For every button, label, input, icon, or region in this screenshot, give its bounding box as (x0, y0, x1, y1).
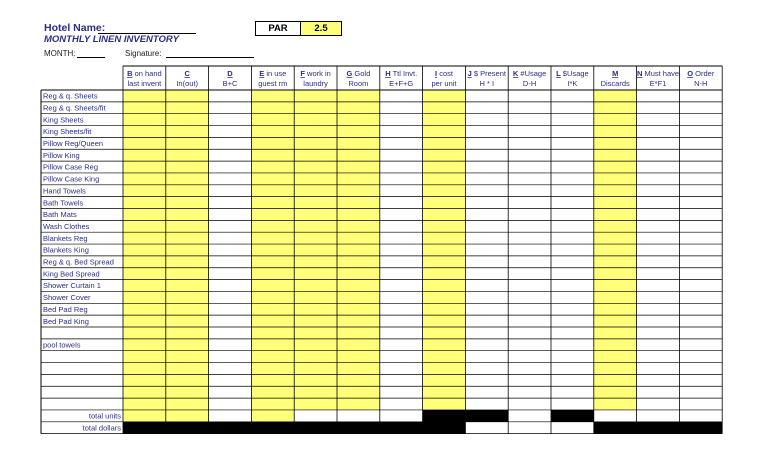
column-header-G: G Gold (346, 69, 371, 78)
month-label: MONTH: (44, 49, 76, 58)
column-subheader-O: N-H (694, 79, 708, 88)
total-dollars-label: total dollars (82, 423, 121, 433)
total-dollars-black-N (637, 422, 680, 434)
total-units-black-I (423, 410, 466, 422)
column-header-F: F work in (300, 69, 331, 78)
total-dollars-black-C (166, 422, 209, 434)
column-subheader-H: E+F+G (389, 79, 414, 88)
row-label: Pillow Case Reg (43, 162, 99, 172)
total-units-highlight-B (123, 410, 166, 422)
column-subheader-J: H * I (479, 79, 495, 88)
column-subheader-I: per unit (431, 79, 457, 88)
row-label: Bath Towels (43, 198, 84, 208)
highlight-column-F (294, 90, 337, 410)
par-label: PAR (256, 22, 301, 35)
highlight-column-C (166, 90, 209, 410)
row-label: Shower Curtain 1 (43, 281, 101, 291)
column-subheader-L: I*K (567, 79, 578, 88)
document-title: MONTHLY LINEN INVENTORY (44, 34, 179, 45)
column-subheader-M: Discards (600, 79, 630, 88)
total-dollars-black-H (380, 422, 423, 434)
total-units-black-L (551, 410, 594, 422)
total-units-label: total units (88, 411, 121, 421)
column-header-N: N Must have (636, 69, 680, 78)
row-label: Reg & q. Sheets (43, 91, 98, 101)
row-label: King Bed Spread (43, 269, 100, 279)
column-subheader-G: Room (348, 79, 369, 88)
column-header-O: O Order (687, 69, 715, 78)
column-header-D: D (227, 69, 233, 78)
column-subheader-D: B+C (222, 79, 238, 88)
total-units-highlight-C (166, 410, 209, 422)
total-dollars-black-O (679, 422, 722, 434)
row-label: Pillow Reg/Queen (43, 139, 104, 148)
total-dollars-black-B (123, 422, 166, 434)
highlight-column-E (251, 90, 294, 410)
row-label: Shower Cover (43, 293, 91, 303)
column-header-L: L $Usage (556, 69, 589, 78)
column-header-J: J $ Present (467, 69, 506, 78)
row-label: Hand Towels (43, 186, 86, 196)
total-dollars-black-G (337, 422, 380, 434)
total-dollars-black-F (294, 422, 337, 434)
column-subheader-N: E*F1 (649, 79, 667, 88)
row-label: Reg & q. Sheets/fit (43, 103, 106, 113)
total-dollars-black-I (423, 422, 466, 434)
total-units-black-J (465, 410, 508, 422)
column-subheader-E: guest rm (258, 79, 288, 88)
column-header-I: I cost (435, 69, 453, 78)
column-subheader-F: laundry (303, 79, 328, 88)
row-label: Bath Mats (43, 210, 77, 220)
highlight-column-G (337, 90, 380, 410)
row-label: Reg & q. Bed Spread (43, 257, 114, 267)
column-header-E: E in use (259, 69, 287, 78)
total-dollars-black-D (209, 422, 252, 434)
total-dollars-black-E (251, 422, 294, 434)
column-header-K: K #Usage (512, 69, 547, 78)
column-subheader-B: last invent (127, 79, 162, 88)
row-label: Bed Pad King (43, 316, 89, 326)
par-value[interactable]: 2.5 (301, 22, 341, 35)
row-label: King Sheets/fit (43, 127, 92, 137)
column-header-C: C (184, 69, 190, 78)
highlight-column-I (423, 90, 466, 410)
row-label: Blankets Reg (43, 233, 88, 243)
hotel-name-label: Hotel Name: (44, 22, 106, 34)
column-header-H: H Ttl Invt. (385, 69, 418, 78)
total-units-highlight-E (251, 410, 294, 422)
row-label: Pillow King (43, 150, 80, 160)
row-label: pool towels (43, 340, 81, 350)
row-label: Pillow Case King (43, 174, 100, 184)
row-label: Blankets King (43, 245, 89, 255)
row-label: Wash Clothes (43, 221, 90, 231)
column-header-M: M (612, 69, 619, 78)
row-label: King Sheets (43, 115, 84, 125)
column-subheader-C: In(out) (176, 79, 199, 88)
row-label: Bed Pad Reg (43, 304, 88, 314)
highlight-column-M (594, 90, 637, 410)
column-header-B: B on hand (127, 69, 162, 78)
signature-label: Signature: (125, 49, 162, 58)
highlight-column-B (123, 90, 166, 410)
column-subheader-K: D-H (522, 79, 537, 88)
total-dollars-black-M (594, 422, 637, 434)
